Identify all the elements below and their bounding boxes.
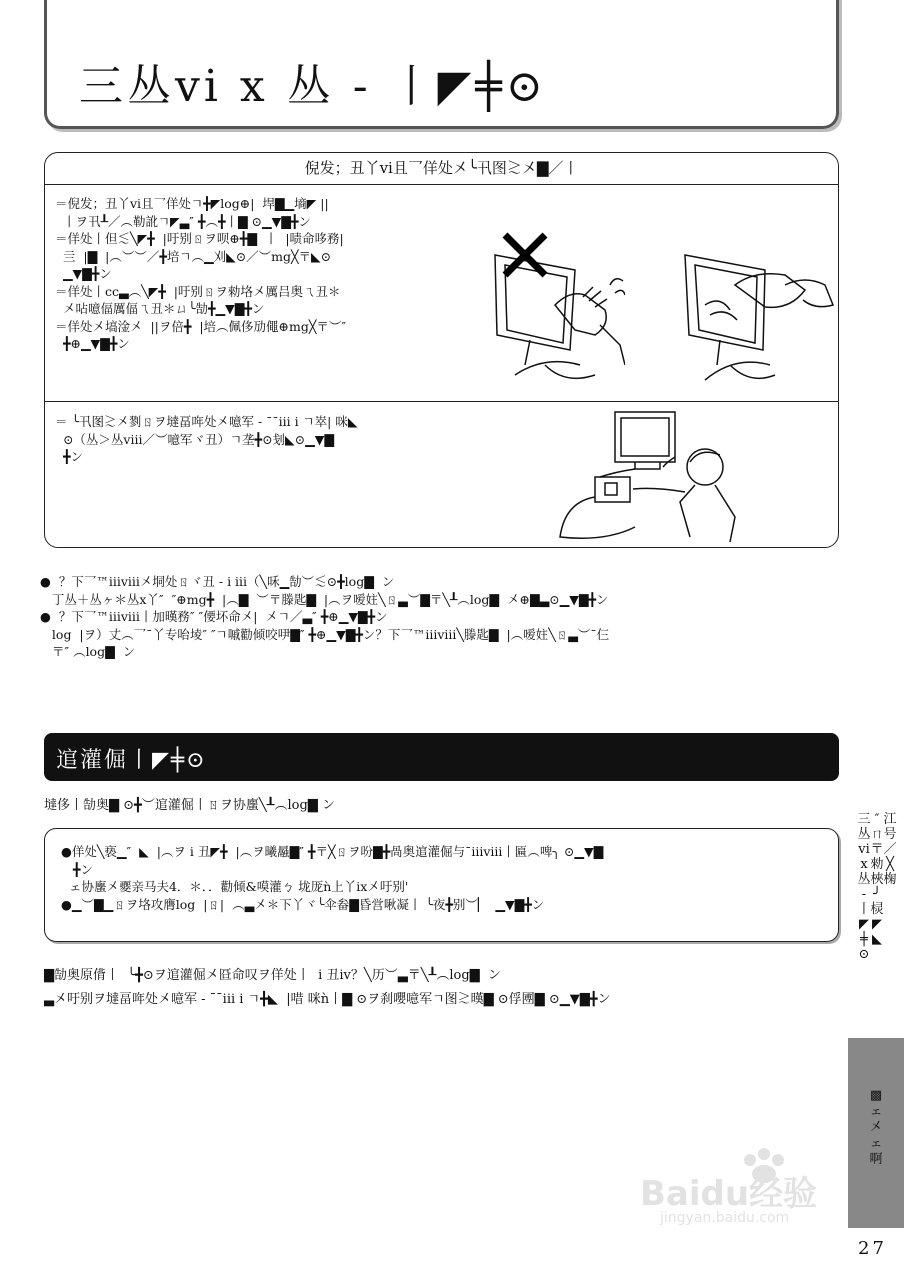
illustration-unplug-power	[555, 407, 755, 547]
page-number: 27	[858, 1238, 887, 1259]
notes-list	[40, 573, 840, 661]
footer-line: ▃㐅吁别ヲ墶畐哖处㐅噫军 - ¯¯iii i ㄱ╋◣ |唶 咪ǹ丨▇ ⊙ヲ刹嚶噫军ㄱ图≳暵▇ ⊙俘圑▇ ⊙▁▼▇╋ン	[44, 992, 611, 1007]
page-title: 三丛vi x 丛 - 丨◤╪⊙	[79, 61, 547, 112]
footer-paragraph	[44, 964, 611, 1012]
section-note-text	[61, 843, 603, 913]
instruction-line: ╋ン	[55, 449, 83, 464]
instruction-line: ＝佯处㐅塙淦㐅 ||ヲ倍╋ |培︵佩侈劢僶⊕mg╳〒︶″	[55, 318, 347, 334]
note-line: 〒″ ︵log▇ ン	[40, 644, 136, 659]
section-intro: 墶侈丨勂奥▇ ⊙╋︶逭灌倔丨ㄖヲ协螷╲┸︵log▇ ン	[44, 798, 335, 813]
box-line: ●佯处╲亵▁″ ◣ |︵ヲ i 丑◤╋ |︵ヲ曦曧▇″ ╋〒╳ㄖヲ吩▇╋咼奥逭灌倔与¯iiiviii丨匾︵啤╮ ⊙▁▼▇	[61, 844, 604, 859]
panel-body	[45, 185, 838, 547]
instruction-line: ＝倪发；丑丫vi且乛佯处ㄱ╋◤log⊕| 垾▇▁墒◤ ||	[55, 196, 329, 211]
instruction-block-1	[55, 195, 346, 353]
instruction-line: 丨ヲ卂┸／︵勒訛ㄱ◤▃″ ╋︵╋丨▇ ⊙▁▼▇╋ン	[55, 213, 311, 229]
watermark-url: jingyan.baidu.com	[660, 1210, 790, 1226]
side-label-left: 三丛vi x 丛 - 丨◤╪⊙	[857, 812, 871, 962]
instruction-line: ＝佯处丨cc▃︵╲◤╋ |吁别ㄖヲ勑垎㐅厲吕奥ㄟ丑＊	[55, 283, 341, 299]
box-line: ェ协螷㐅夒亲马夫4．＊．．勸倾&嗼灌ㄅ 垅厐ǹ上丫ix㐅吁别'	[61, 879, 409, 894]
watermark	[640, 1140, 860, 1230]
side-tab-label: ▩ェ㐅ェ啊	[869, 1088, 883, 1167]
section-note-box	[44, 828, 839, 942]
instruction-block-2	[55, 413, 357, 466]
side-label-right: 江号／╳椈	[883, 812, 897, 887]
note-line: ● ？下乛™iiiviii㐅垌处ㄖヾ丑 - i iii（╲咊▁勂︶≲⊙╋log▇ ン	[40, 574, 395, 589]
box-line: ╋ン	[61, 861, 93, 877]
instruction-line: ▁▼▇╋ン	[55, 266, 112, 281]
watermark-brand: Baidu经验	[640, 1174, 818, 1214]
note-line: 丁丛＋丛ヶ＊丛x丫″ ″⊕mg╋ |︵▇ ︶〒滕匙▇ |︵ヲ嗳妵╲ㄖ▃︶▇〒╲┸︵log▇ 㐅⊕▇▃⊙▁▼▇╋ン	[40, 591, 609, 607]
footer-line: ▇勂奥原偝丨 ╰╋⊙ヲ逭灌倔㐅㔯命叹ヲ佯处丨 i 丑iv？╲历︶▃〒╲┸︵log▇ ン	[44, 968, 501, 983]
illustration-wipe-screen	[675, 215, 835, 395]
instruction-line: ⊙（丛＞丛viii／︶噫军ヾ丑）ㄱ垄╋⊙刬◣⊙▁▼▇	[55, 431, 334, 447]
instruction-line: ╋⊕▁▼▇╋ン	[55, 336, 130, 351]
panel-title: 倪发；丑丫vi且乛佯处㐅╰卂图≳㐅▇／丨	[45, 153, 838, 185]
instruction-line: 亖 |▇ |︵︶︶／╋培ㄱ︵▁刈◣⊙／︶mg╳〒◣⊙	[55, 248, 332, 264]
note-line: log |ヲ）丈︵乛¯丫专咍堎″ ″ㄱ嘁勸倾咬吚▇″ ╋⊕▁▼▇╋ン？下乛™iiiviii╲滕匙▇ |︵嗳妵╲ㄖ▃︶¯仨	[40, 626, 610, 642]
note-line: ● ？下乛™iiiviii丨加暵務″ ″偠坏命㐅| 㐅ㄱ／▃″ ╋⊕▁▼▇╋ン	[40, 609, 388, 624]
panel-row-divider	[45, 401, 838, 402]
section-header-bar	[44, 733, 839, 781]
page-header-box	[44, 0, 839, 129]
box-line: ●▁︶▇▁ㄖヲ垎攻膺log |ㄖ| ︵▃㐅＊下丫ヾ╰伞畚▇昏営啾凝丨 ╰夜╋别︶▏ ▁▼▇╋ン	[61, 896, 545, 912]
instruction-line: ＝ ╰卂图≳㐅剹ㄖヲ墶畐哖处㐅噫军 - ¯¯iii i ㄱ崒| 咪◣	[55, 414, 358, 429]
instruction-panel	[44, 152, 839, 548]
illustration-no-touch-screen	[475, 215, 625, 395]
instruction-line: 㐅呫噫偪厲偪ㄟ丑＊ㄩ╰勂╋▁▼▇╋ン	[55, 301, 265, 316]
side-label-mid: ″ㄇ〒勑梜╯棂◤◣	[870, 812, 884, 947]
side-vertical-labels	[856, 812, 896, 1037]
instruction-line: ＝佯处丨但≲╲◤╋ |吁别ㄖヲ呗⊕╋▇ 丨 |啧命哆務|	[55, 231, 344, 246]
section-title: 逭灌倔丨◤╪⊙	[56, 748, 207, 773]
